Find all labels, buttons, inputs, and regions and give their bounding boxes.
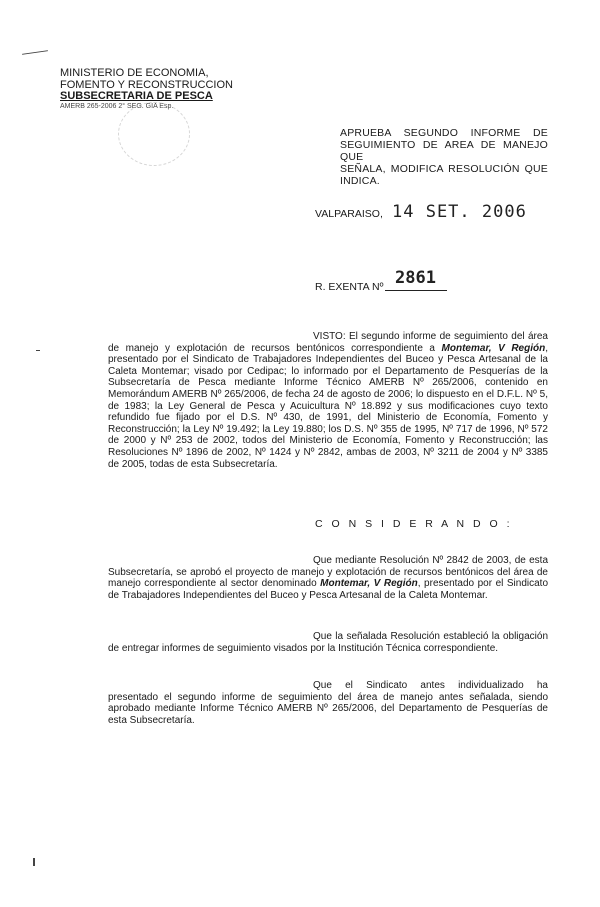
considerando-p1-place: Montemar, V Región (320, 578, 418, 590)
considerando-p3: Que el Sindicato antes individualizado ha presentado el segundo informe de seguimiento del área de manejo antes señalada, siendo aprobado mediante Informe Técnico AMERB Nº 265/2006, del Departamento de Pesquerías de esta Subsecretaría. (108, 680, 548, 726)
reference-code: AMERB 265-2006 2° SEG. GIA Esp. (60, 102, 174, 110)
visto-rest: , presentado por el Sindicato de Trabajadores Independientes del Buceo y Pesca Artesanal de la Caleta Montemar; visado por Cedipac; lo informado por el Departamento de Pesquerías de la Subsecretaría de Pesca mediante Informe Técnico AMERB Nº 265/2006, contenido en Memorándum AMERB Nº 265/2006, de fecha 24 de agosto de 2006; lo dispuesto en el D.F.L. Nº 5, de 1983; la Ley General de Pesca y Acuicultura Nº 18.892 y sus modificaciones cuyo texto refundido fue fijado por el D.S. Nº 430, de 1991, del Ministerio de Economía, Fomento y Reconstrucción; la Ley Nº 19.492; la Ley 19.880; los D.S. Nº 355 de 1995, Nº 717 de 1996, Nº 572 de 2000 y Nº 253 de 2002, todos del Ministerio de Economía, Fomento y Reconstrucción; las Resoluciones Nº 1896 de 2002, Nº 1424 y Nº 2842, ambas de 2003, Nº 3211 de 2004 y Nº 3385 de 2005, todas de esta Subsecretaría. (108, 342, 548, 470)
considerando-paragraph-2 (108, 631, 548, 654)
considerando-paragraph-1 (108, 555, 548, 601)
ministry-line-1: MINISTERIO DE ECONOMIA, (60, 67, 209, 79)
exenta-number: 2861 (395, 268, 436, 288)
visto-paragraph (108, 331, 548, 470)
margin-mark (22, 50, 48, 55)
city: VALPARAISO, (315, 208, 383, 220)
subject-line-1: APRUEBA SEGUNDO INFORME DE (340, 127, 548, 139)
considerando-paragraph-3 (108, 680, 548, 726)
subject-line-4: INDICA. (340, 175, 380, 187)
considerando-p2: Que la señalada Resolución estableció la obligación de entregar informes de seguimiento visados por la Institución Técnica correspondiente. (108, 631, 548, 654)
visto-place: Montemar, V Región (441, 342, 546, 354)
subject-line-3: SEÑALA, MODIFICA RESOLUCIÓN QUE (340, 163, 548, 175)
considerando-p1-rest: , presentado por el Sindicato de Trabajadores Independientes del Buceo y Pesca Artesanal de la Caleta Montemar. (108, 578, 549, 601)
ministry-line-2: FOMENTO Y RECONSTRUCCION (60, 78, 233, 91)
stamped-date: 14 SET. 2006 (392, 202, 527, 222)
margin-mark (33, 858, 35, 866)
subsecretaria-line: SUBSECRETARIA DE PESCA (60, 90, 213, 102)
exenta-underline (385, 290, 447, 291)
subject-block (340, 127, 548, 187)
visto-lead: VISTO: El segundo informe de seguimiento del área de manejo y explotación de recursos bentónicos correspondiente a (108, 331, 548, 354)
considerando-p1-lead: Que mediante Resolución Nº 2842 de 2003, de esta Subsecretaría, se aprobó el proyecto de manejo y explotación de recursos bentónicos del área de manejo correspondiente al sector denominado (108, 555, 548, 590)
considerando-heading: C O N S I D E R A N D O : (315, 518, 513, 530)
exenta-label: R. EXENTA Nº (315, 281, 384, 293)
subject-line-2: SEGUIMIENTO DE AREA DE MANEJO QUE (340, 139, 548, 163)
margin-mark (36, 350, 40, 351)
faded-stamp (118, 102, 190, 166)
